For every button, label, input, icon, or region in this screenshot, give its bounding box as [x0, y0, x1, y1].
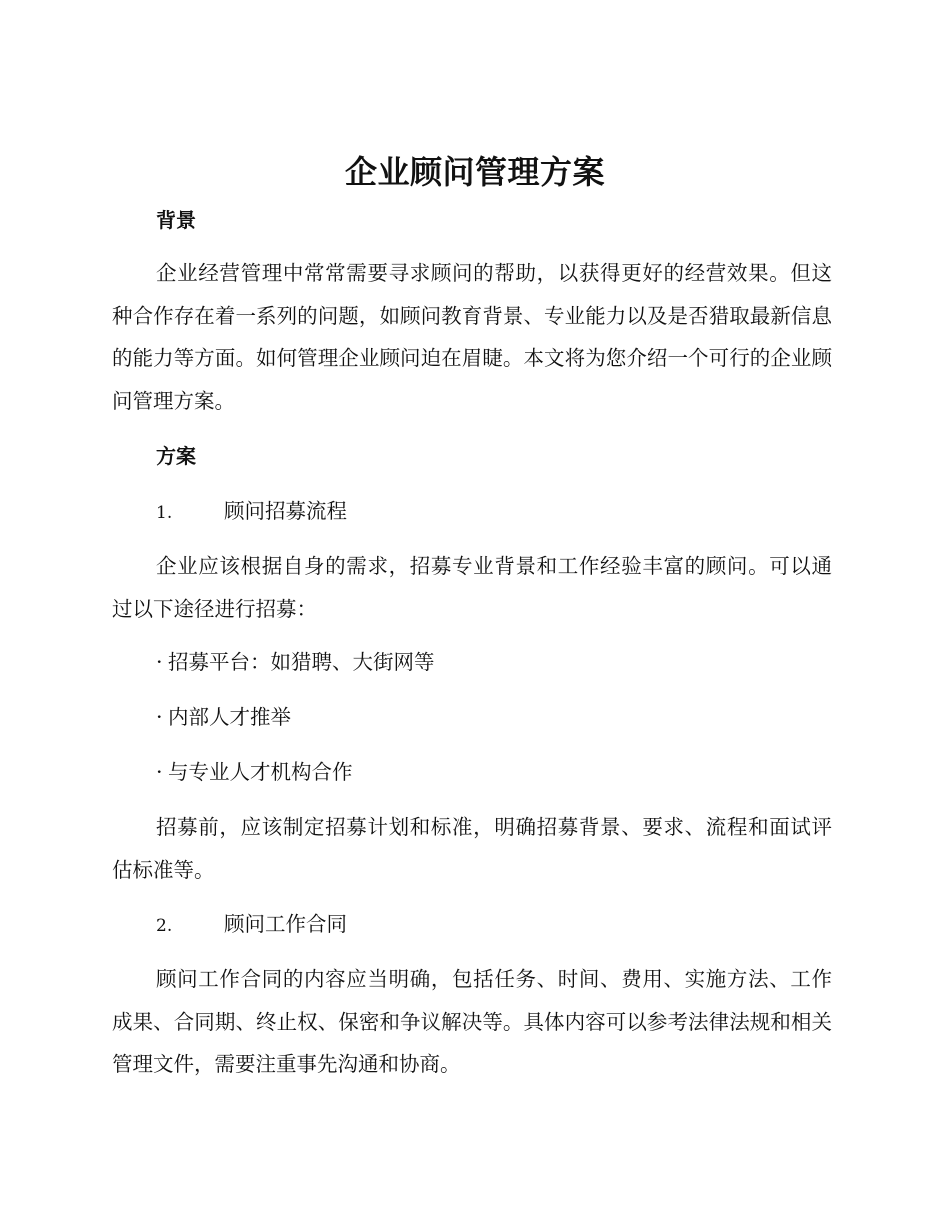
list-item — [156, 757, 353, 787]
background-paragraph: 企业经营管理中常常需要寻求顾问的帮助，以获得更好的经营效果。但这种合作存在着一系列的问题，如顾问教育背景、专业能力以及是否猎取最新信息的能力等方面。如何管理企业顾问迫在眉睫。本文将为您介绍一个可行的企业顾问管理方案。 — [112, 261, 832, 413]
item-title: 顾问工作合同 — [224, 912, 347, 936]
contract-paragraph: 顾问工作合同的内容应当明确，包括任务、时间、费用、实施方法、工作成果、合同期、终止权、保密和争议解决等。具体内容可以参考法律法规和相关管理文件，需要注重事先沟通和协商。 — [112, 967, 832, 1076]
bullet-icon: · — [156, 650, 163, 674]
section-heading-background: 背景 — [156, 208, 196, 232]
list-item — [156, 647, 435, 677]
section-heading-plan: 方案 — [156, 444, 196, 468]
list-item-text: 内部人才推举 — [168, 705, 291, 729]
item-title: 顾问招募流程 — [224, 499, 347, 523]
list-item — [156, 702, 291, 732]
numbered-item-2 — [156, 909, 347, 941]
recruitment-outro-paragraph: 招募前，应该制定招募计划和标准，明确招募背景、要求、流程和面试评估标准等。 — [112, 815, 832, 882]
recruitment-intro-paragraph: 企业应该根据自身的需求，招募专业背景和工作经验丰富的顾问。可以通过以下途径进行招募： — [112, 554, 832, 621]
numbered-item-1 — [156, 496, 347, 528]
item-number: 2. — [156, 916, 173, 936]
item-number: 1. — [156, 503, 173, 523]
list-item-text: 与专业人才机构合作 — [168, 760, 353, 784]
page-title: 企业顾问管理方案 — [344, 153, 605, 191]
bullet-icon: · — [156, 705, 163, 729]
bullet-icon: · — [156, 760, 163, 784]
list-item-text: 招募平台：如猎聘、大街网等 — [168, 650, 435, 674]
